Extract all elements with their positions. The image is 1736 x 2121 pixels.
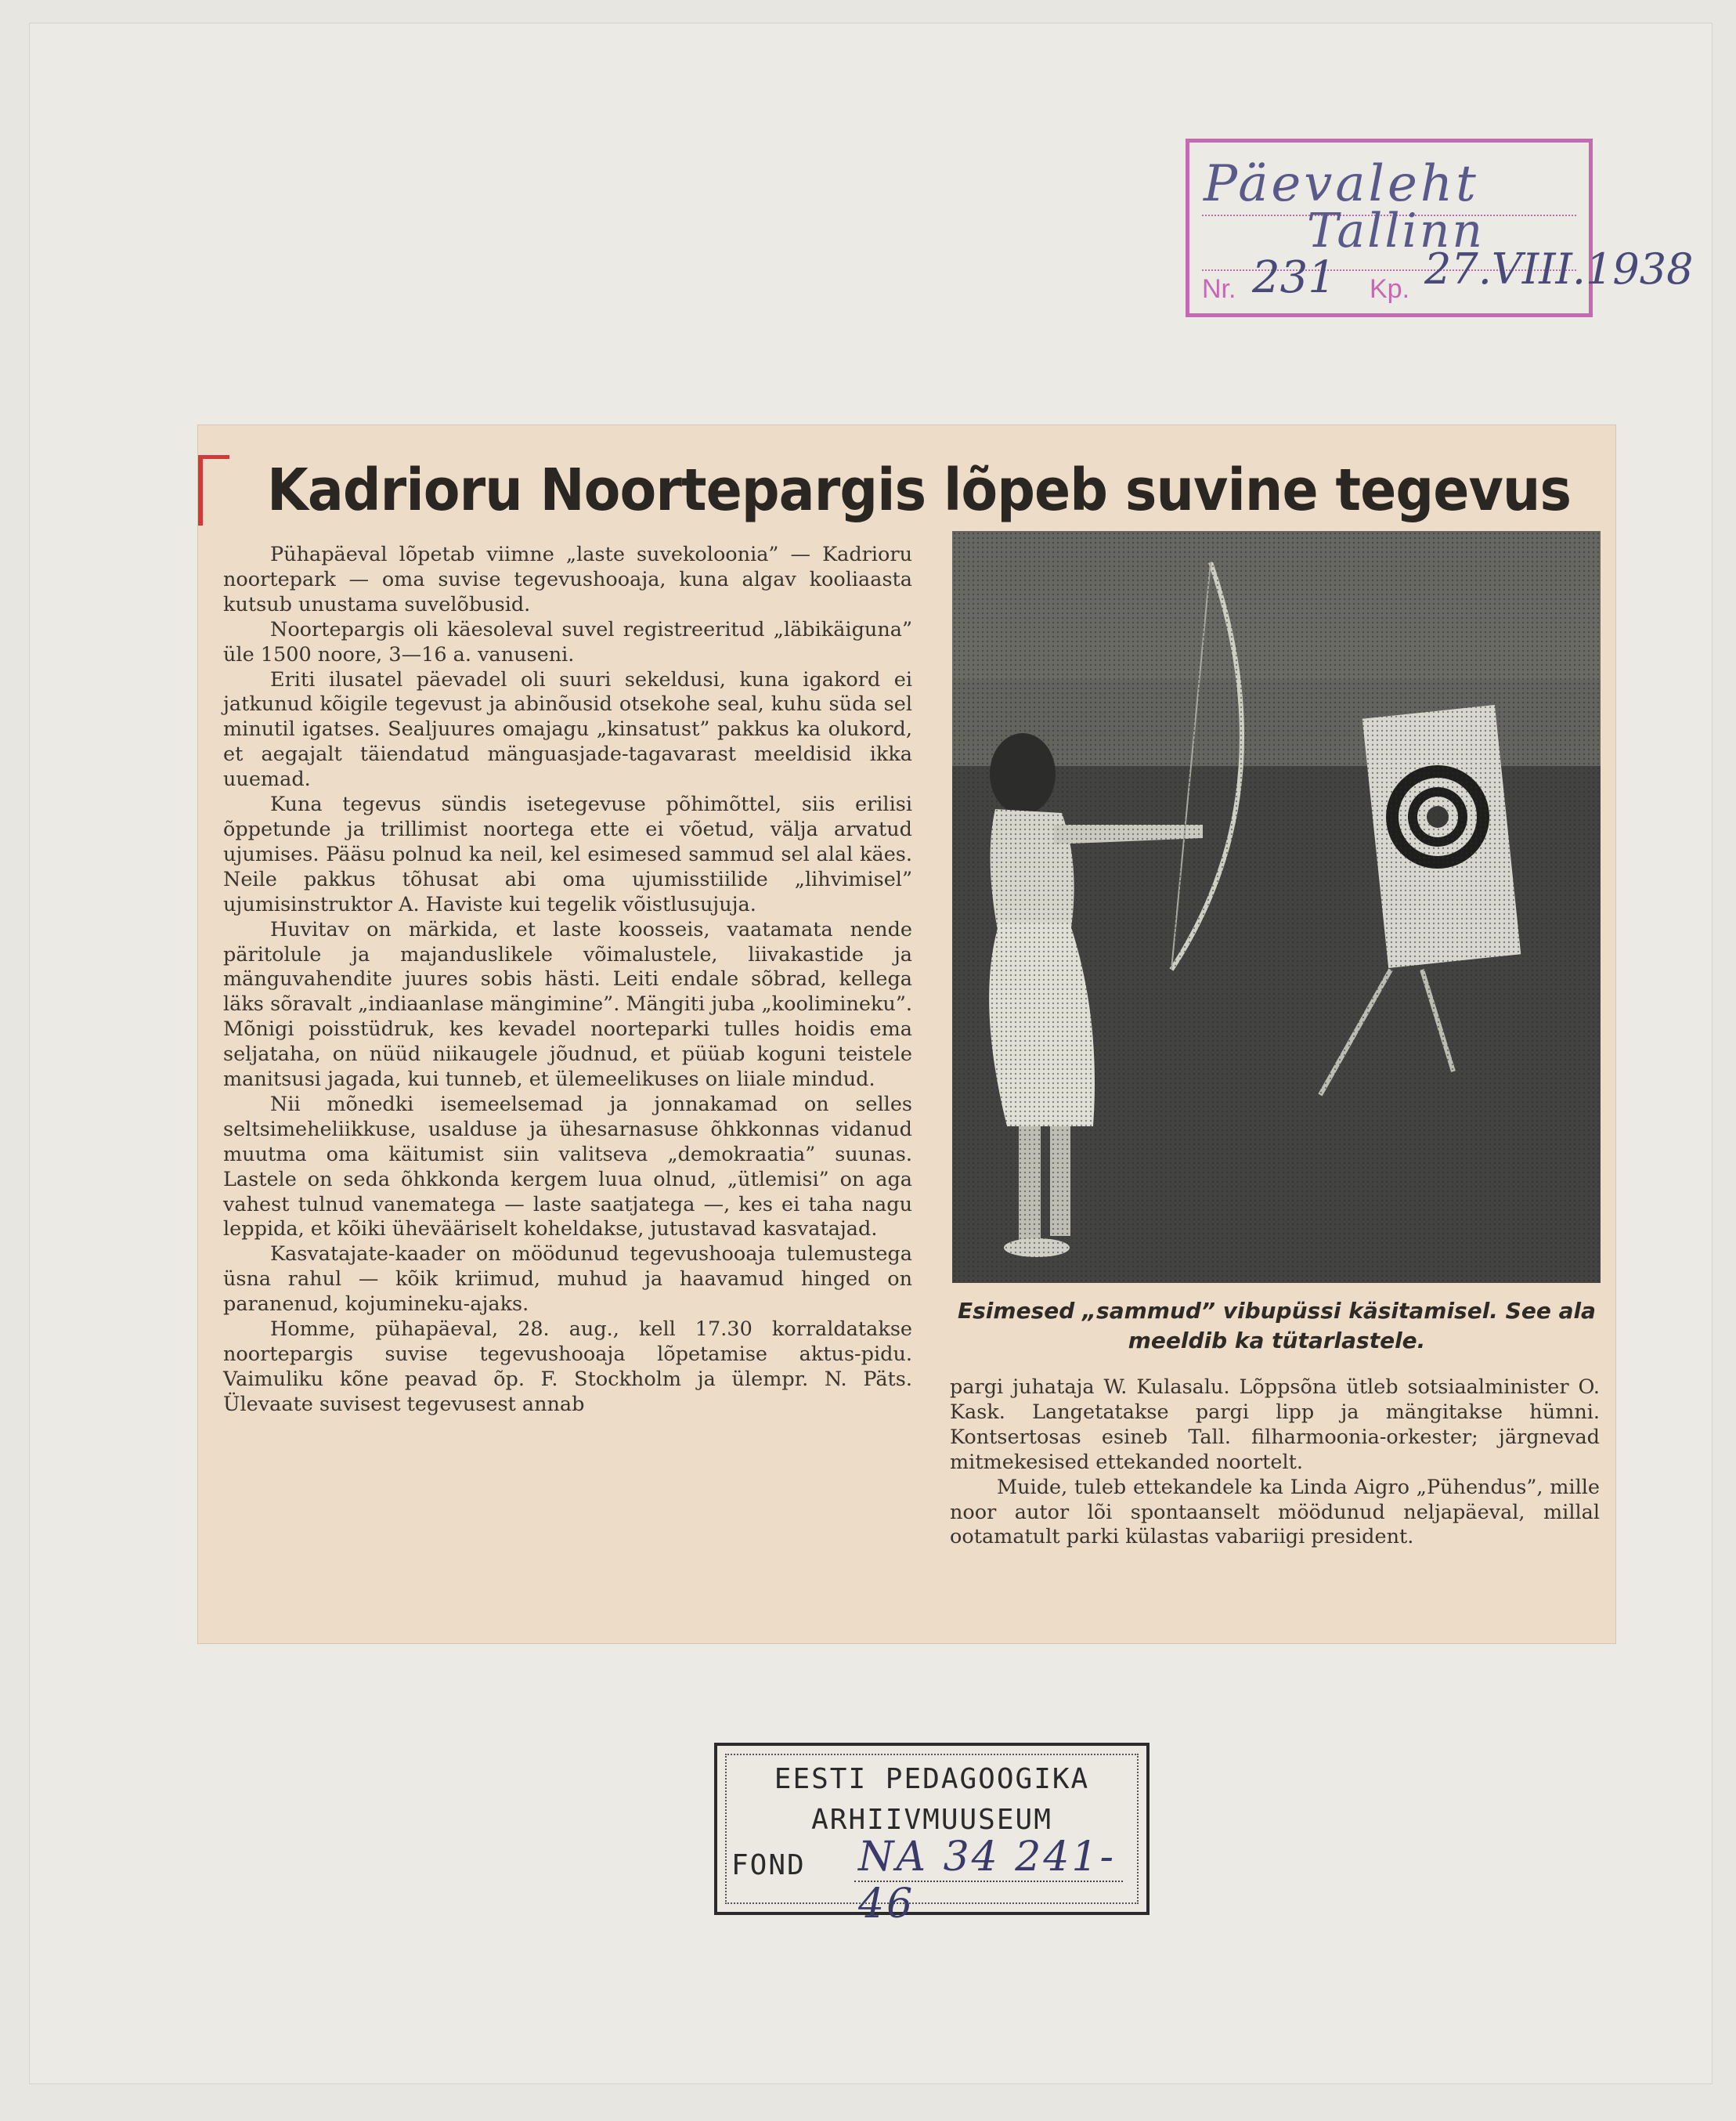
museum-name-line1: EESTI PEDAGOOGIKA (774, 1763, 1090, 1795)
article-paragraph: Pühapäeval lõpetab viimne „laste suvekoloonia” — Kadrioru noortepark — oma suvise tegevushooaja, kuna algav kooliaasta kutsub unustama suvelõbusid. (223, 543, 912, 616)
museum-archive-stamp (714, 1743, 1150, 1928)
archery-photo (952, 531, 1601, 1283)
newspaper-source-stamp (1186, 139, 1694, 317)
fond-dotted-line (854, 1881, 1123, 1882)
newspaper-clipping (198, 425, 1615, 1643)
stamp-nr-label: Nr. (1202, 274, 1236, 304)
stamp-handwritten-city: Tallinn (1307, 204, 1485, 258)
archery-photo-illustration (952, 531, 1601, 1283)
article-paragraph: Kasvatajate-kaader on möödunud tegevushooaja tulemustega üsna rahul — kõik kriimud, muhud ja haavamud hinged on paranenud, kojumineku-ajaks. (223, 1242, 912, 1317)
article-right-column (950, 1375, 1600, 1550)
fond-label: FOND (731, 1849, 806, 1881)
article-paragraph: pargi juhataja W. Kulasalu. Lõppsõna ütleb sotsiaalminister O. Kask. Langetatakse pargi lipp ja mängitakse hümni. Kontsertosas esineb Tall. filharmoonia-orkester; järgnevad mitmekesised ettekanded noortelt. (950, 1375, 1600, 1474)
article-paragraph: Eriti ilusatel päevadel oli suuri sekeldusi, kuna igakord ei jatkunud kõigile tegevust ja abinõusid otsekohe seal, kuhu süda sel minutil igatses. Sealjuures omajagu „kinsatust” pakkus ka olukord, et aegajalt täiendatud mänguasjade-tagavarast meeldisid ikka uuemad. (223, 667, 912, 792)
red-margin-mark (198, 455, 203, 526)
red-margin-mark (198, 455, 229, 459)
article-paragraph: Noortepargis oli käesoleval suvel registreeritud „läbikäiguna” üle 1500 noore, 3—16 a. vanuseni. (223, 617, 912, 667)
article-paragraph: Huvitav on märkida, et laste koosseis, vaatamata nende päritolule ja majanduslikele võimalustele, liivakastide ja mänguvahendite juures sobis hästi. Leiti endale sõbrad, kellega läks sõravalt „indiaanlase mängimine”. Mängiti juba „koolimineku”. Mõnigi poisstüdruk, kes kevadel noorteparki tulles hoidis ema seljataha, on nüüd niikaugele jõudnud, et püüab koguni teistele manitsusi jagada, kui tunneb, et ülemeelikuses on liiale mindud. (223, 917, 912, 1092)
article-headline: Kadrioru Noortepargis lõpeb suvine tegevus (267, 457, 1572, 524)
article-paragraph: Homme, pühapäeval, 28. aug., kell 17.30 korraldatakse noortepargis suvise tegevushooaja lõpetamise aktus-pidu. Vaimuliku kõne peavad õp. F. Stockholm ja ülempr. N. Päts. Ülevaate suvisest tegevusest annab (223, 1317, 912, 1416)
fond-number: NA 34 241-46 (858, 1834, 1117, 1928)
stamp-nr-value: 231 (1252, 252, 1336, 303)
stamp-date-label: Kp. (1370, 274, 1410, 304)
stamp-date-value: 27.VIII.1938 (1424, 244, 1694, 294)
article-paragraph: Kuna tegevus sündis isetegevuse põhimõttel, siis erilisi õppetunde ja trillimist noortega ette ei võetud, välja arvatud ujumises. Pääsu polnud ka neil, kel esimesed sammud sel alal käes. Neile pakkus tõhusat abi oma ujumisstiilide „lihvimisel” ujumisinstruktor A. Haviste kui tegelik võistlusujuja. (223, 793, 912, 916)
museum-name-line2: ARHIIVMUUSEUM (811, 1804, 1052, 1836)
stamp-handwritten-paper: Päevaleht (1204, 155, 1479, 213)
photo-caption: Esimesed „sammud” vibupüssi käsitamisel. See ala meeldib ka tütarlastele. (958, 1298, 1596, 1353)
article-paragraph: Nii mõnedki isemeelsemad ja jonnakamad on selles seltsimeheliikkuse, usalduse ja ühesarnasuse õhkkonnas vidanud muutma oma käitumist siin valitseva „demokraatia” suunas. Lastele on seda õhkkonda kergem luua olnud, „ütlemisi” on aga vahest tulnud vanematega — laste saatjatega —, kes ei taha nagu leppida, et kõiki ühevääriselt koheldakse, jutustavad kasvatajad. (223, 1092, 912, 1241)
article-left-column (223, 543, 912, 1418)
article-paragraph: Muide, tuleb ettekandele ka Linda Aigro „Pühendus”, mille noor autor lõi spontaanselt möödunud neljapäeval, millal ootamatult parki külastas vabariigi president. (950, 1475, 1600, 1549)
